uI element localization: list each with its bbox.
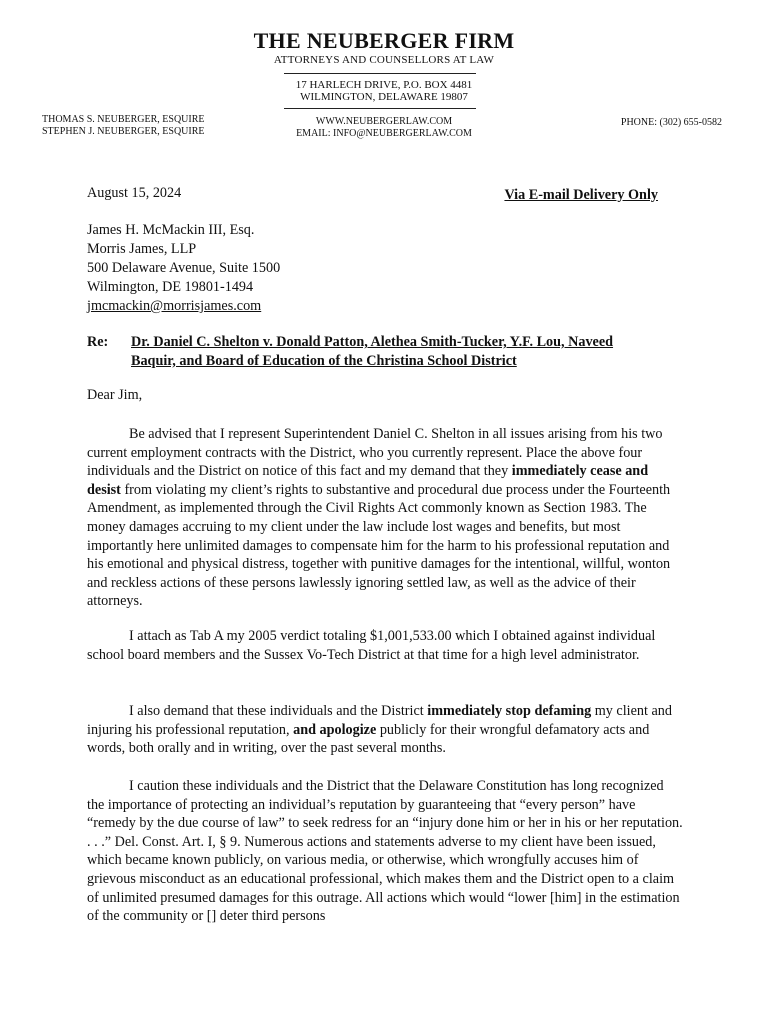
- paragraph-3: [87, 702, 683, 758]
- paragraph-text: from violating my client’s rights to substantive and procedural due process under the Fourteenth Amendment, as implemented through the Civil Rights Act commonly known as Section 1983. The money damages accruing to my client under the law include lost wages and benefits, but most importantly here unlimited damages to compensate him for the harm to his professional reputation and his emotional and physical distress, together with punitive damages for the intentional, willful, wonton and reckless actions of these persons lawlessly ignoring settled law, as well as the advice of their attorneys.: [87, 481, 671, 610]
- emphasis-text: and apologize: [293, 721, 377, 738]
- paragraph-2: I attach as Tab A my 2005 verdict totaling $1,001,533.00 which I obtained against individual school board members and the Sussex Vo-Tech District at that time for a high level administrator.: [87, 628, 656, 663]
- firm-website: WWW.NEUBERGERLAW.COM: [315, 116, 453, 127]
- firm-name: THE NEUBERGER FIRM: [253, 28, 515, 53]
- letter-date: August 15, 2024: [87, 185, 182, 201]
- recipient-firm: Morris James, LLP: [87, 241, 197, 257]
- re-subject-line: Baquir, and Board of Education of the Christina School District: [131, 352, 517, 369]
- recipient-block: [87, 221, 280, 316]
- firm-address-line2: WILMINGTON, DELAWARE 19807: [300, 91, 468, 103]
- firm-address-line1: 17 HARLECH DRIVE, P.O. BOX 4481: [295, 79, 473, 91]
- recipient-email-link[interactable]: jmcmackin@morrisjames.com: [87, 298, 262, 314]
- re-subject-line: Dr. Daniel C. Shelton v. Donald Patton, Alethea Smith-Tucker, Y.F. Lou, Naveed: [131, 334, 614, 350]
- firm-subtitle: ATTORNEYS AND COUNSELLORS AT LAW: [273, 54, 495, 66]
- paragraph-text: my client and injuring his professional reputation,: [87, 703, 672, 738]
- emphasis-text: immediately stop defaming: [427, 703, 592, 719]
- firm-phone: PHONE: (302) 655-0582: [620, 117, 722, 128]
- re-subject: [131, 333, 671, 370]
- salutation: Dear Jim,: [87, 387, 143, 403]
- paragraph-text: Be advised that I represent Superintendent Daniel C. Shelton in all issues arising from his two current employment contracts with the District, who you currently represent. Place the above four individuals and the District on notice of this fact and my demand that they: [87, 426, 663, 480]
- paragraph-4: I caution these individuals and the District that the Delaware Constitution has long recognized the importance of protecting an individual’s reputation by guaranteeing that “every person” have “remedy by the due course of law” to seek redress for an “injury done him or her in his or her reputation. . . .” Del. Const. Art. I, § 9. Numerous actions and statements adverse to my client have been issued, which became known publicly, on various media, or otherwise, which wrongfully accuses him of grievous misconduct as an educational professional, which makes them and the District open to a claim of unlimited presumed damages for this outrage. All actions which would “lower [him] in the estimation of the community or [] deter third persons: [87, 778, 683, 925]
- firm-email: EMAIL: INFO@NEUBERGERLAW.COM: [296, 128, 472, 139]
- header-divider: [284, 73, 476, 74]
- re-label: Re:: [87, 334, 109, 350]
- recipient-name: James H. McMackin III, Esq.: [87, 222, 255, 238]
- paragraph-text: publicly for their wrongful defamatory acts and words, both orally and in writing, over the past several months.: [87, 721, 650, 757]
- recipient-city: Wilmington, DE 19801-1494: [87, 279, 254, 295]
- recipient-street: 500 Delaware Avenue, Suite 1500: [87, 260, 281, 276]
- paragraph-text: I also demand that these individuals and the District: [129, 703, 428, 719]
- delivery-method: Via E-mail Delivery Only: [504, 187, 658, 203]
- attorney-name: STEPHEN J. NEUBERGER, ESQUIRE: [42, 126, 205, 137]
- paragraph-1: [87, 425, 683, 611]
- emphasis-text: immediately cease and desist: [87, 463, 649, 498]
- attorney-name: THOMAS S. NEUBERGER, ESQUIRE: [42, 114, 205, 125]
- header-divider: [284, 108, 476, 109]
